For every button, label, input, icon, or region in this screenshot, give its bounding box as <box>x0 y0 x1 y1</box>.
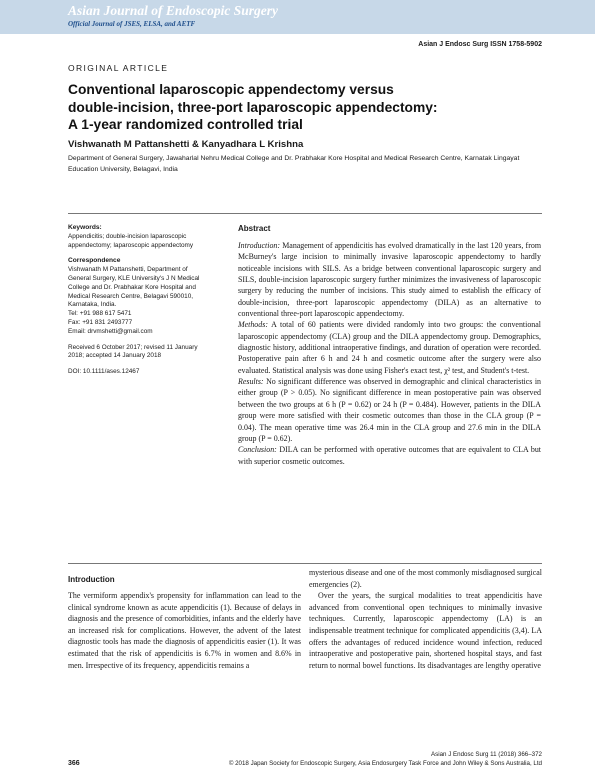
abstract-body <box>238 240 541 467</box>
journal-name: Asian Journal of Endoscopic Surgery <box>68 3 279 18</box>
dates-line: 2018; accepted 14 January 2018 <box>68 352 162 360</box>
keywords-line: appendectomy; laparoscopic appendectomy <box>68 241 194 249</box>
correspondence-line: Karnataka, India. <box>68 301 117 309</box>
abstract-text: DILA can be performed with operative outcomes that are equivalent to CLA but with superior cosmetic outcomes. <box>238 445 542 466</box>
abstract-label: Introduction: <box>238 241 281 250</box>
dates-line: Received 6 October 2017; revised 11 January <box>68 343 198 351</box>
keywords-label: Keywords: <box>68 224 102 231</box>
authors: Vishwanath M Pattanshetti & Kanyadhara L Krishna <box>68 139 304 150</box>
copyright-line: © 2018 Japan Society for Endoscopic Surgery, Asia Endosurgery Task Force and John Wiley & Sons Australia, Ltd <box>228 760 542 767</box>
citation-line: Asian J Endosc Surg 11 (2018) 366–372 <box>431 751 542 758</box>
correspondence-line: Medical Research Centre, Belagavi 590010, <box>68 292 194 300</box>
correspondence-line: College and Dr. Prabhakar Kore Hospital and <box>68 283 196 291</box>
correspondence-block <box>68 257 228 336</box>
abstract-methods <box>238 319 541 376</box>
keywords-line: Appendicitis; double-incision laparoscopic <box>68 232 187 240</box>
issn-line: Asian J Endosc Surg ISSN 1758-5902 <box>418 41 542 48</box>
correspondence-label: Correspondence <box>68 257 121 265</box>
affiliation <box>68 154 548 175</box>
title-line: double-incision, three-port laparoscopic appendectomy: <box>68 99 438 115</box>
body-column-right <box>309 567 542 671</box>
abstract-label: Results: <box>238 377 264 387</box>
introduction-heading: Introduction <box>68 575 115 584</box>
dates-block <box>68 344 228 362</box>
article-title <box>68 81 538 134</box>
keywords-block <box>68 224 228 250</box>
divider <box>68 213 542 214</box>
article-type: ORIGINAL ARTICLE <box>68 63 169 73</box>
correspondence-line: Fax: +91 831 2493777 <box>68 318 133 326</box>
body-paragraph: mysterious disease and one of the most commonly misdiagnosed surgical emergencies (2). <box>309 568 542 589</box>
abstract-text: Management of appendicitis has evolved dramatically in the last 120 years, from McBurney's large incision to minimally invasive laparoscopic appendectomy to hardly noticeable incisions with SILS. As a bridge between conventional laparoscopic surgery and SILS, double-incision laparoscopic surgery further minimizes the invasiveness of laparoscopic surgery by reducing the number of incisions. This study aimed to establish the efficacy of double-incision, three-port laparoscopic appendectomy (DILA) as an alternative to conventional three-port laparoscopic appendectomy. <box>238 241 541 319</box>
body-paragraph: The vermiform appendix's propensity for inflammation can lead to the clinical syndrome known as acute appendicitis (1). Because of delays in diagnosis and the presence of comorbidities, infants and the elderly have an increased risk for complications. However, the advent of the latest diagnostic tools has made the diagnosis of appendicitis easier (1). It was estimated that the risk of appendicitis is 6.7% in women and 8.6% in men. Irrespective of its frequency, appendicitis remains a <box>68 591 301 670</box>
page-number: 366 <box>68 760 80 767</box>
abstract-label: Conclusion: <box>238 445 277 455</box>
title-line: Conventional laparoscopic appendectomy versus <box>68 82 394 97</box>
divider <box>68 563 542 564</box>
correspondence-email[interactable]: Email: drvmshetti@gmail.com <box>68 327 153 335</box>
correspondence-line: General Surgery, KLE University's J N Medical <box>68 274 200 282</box>
doi[interactable]: DOI: 10.1111/ases.12467 <box>68 368 140 376</box>
affiliation-line: Department of General Surgery, Jawaharlal Nehru Medical College and Dr. Prabhakar Kore Hospital and Medical Research Centre, Karnatak Lingayat <box>68 155 520 162</box>
body-column-left <box>68 590 301 671</box>
title-line: A 1-year randomized controlled trial <box>68 117 303 132</box>
abstract-label: Methods: <box>238 320 268 330</box>
body-paragraph: Over the years, the surgical modalities to treat appendicitis have advanced from conventional open techniques to minimally invasive techniques. Currently, laparoscopic appendectomy (LA) is an indispensable treatment technique for complicated appendicitis (3,4). LA offers the advantages of reduced incidence wound infection, reduced intraoperative and postoperative pain, shortened hospital stays, and fast return to normal bowel functions. Its disadvantages are lengthy operative <box>309 591 542 670</box>
abstract-results <box>238 376 541 444</box>
abstract-text: No significant difference was observed in demographic and clinical characteristics in either group (P > 0.05). No significant difference in mean postoperative pain was observed between the two groups at 6 h (P = 0.62) or 24 h (P = 0.484). However, patients in the DILA group were more satisfied with their cosmetic outcomes than those in the CLA group (P = 0.04). The mean operative time was 26.4 min in the CLA group and 27.6 min in the DILA group (P = 0.62). <box>238 377 541 443</box>
abstract-text: A total of 60 patients were divided randomly into two groups: the conventional laparoscopic appendectomy (CLA) group and the DILA appendectomy group. Demographics, diagnostic history, additional intraoperative findings, and duration of operation were recorded. Postoperative pain after 6 h and 24 h and cosmetic outcome after the surgery were also evaluated. Statistical analysis was done using Fisher's exact test, χ² test, and Student's t-test. <box>238 320 541 375</box>
journal-banner <box>0 0 595 34</box>
article-sidebar <box>68 224 228 384</box>
journal-official-line: Official Journal of JSES, ELSA, and AETF <box>68 20 196 28</box>
abstract-conclusion <box>238 444 541 467</box>
correspondence-line: Tel: +91 988 617 5471 <box>68 310 132 318</box>
affiliation-line: Education University, Belagavi, India <box>68 165 178 173</box>
abstract-introduction <box>238 240 541 319</box>
abstract-heading: Abstract <box>238 224 271 233</box>
correspondence-line: Vishwanath M Pattanshetti, Department of <box>68 266 188 274</box>
